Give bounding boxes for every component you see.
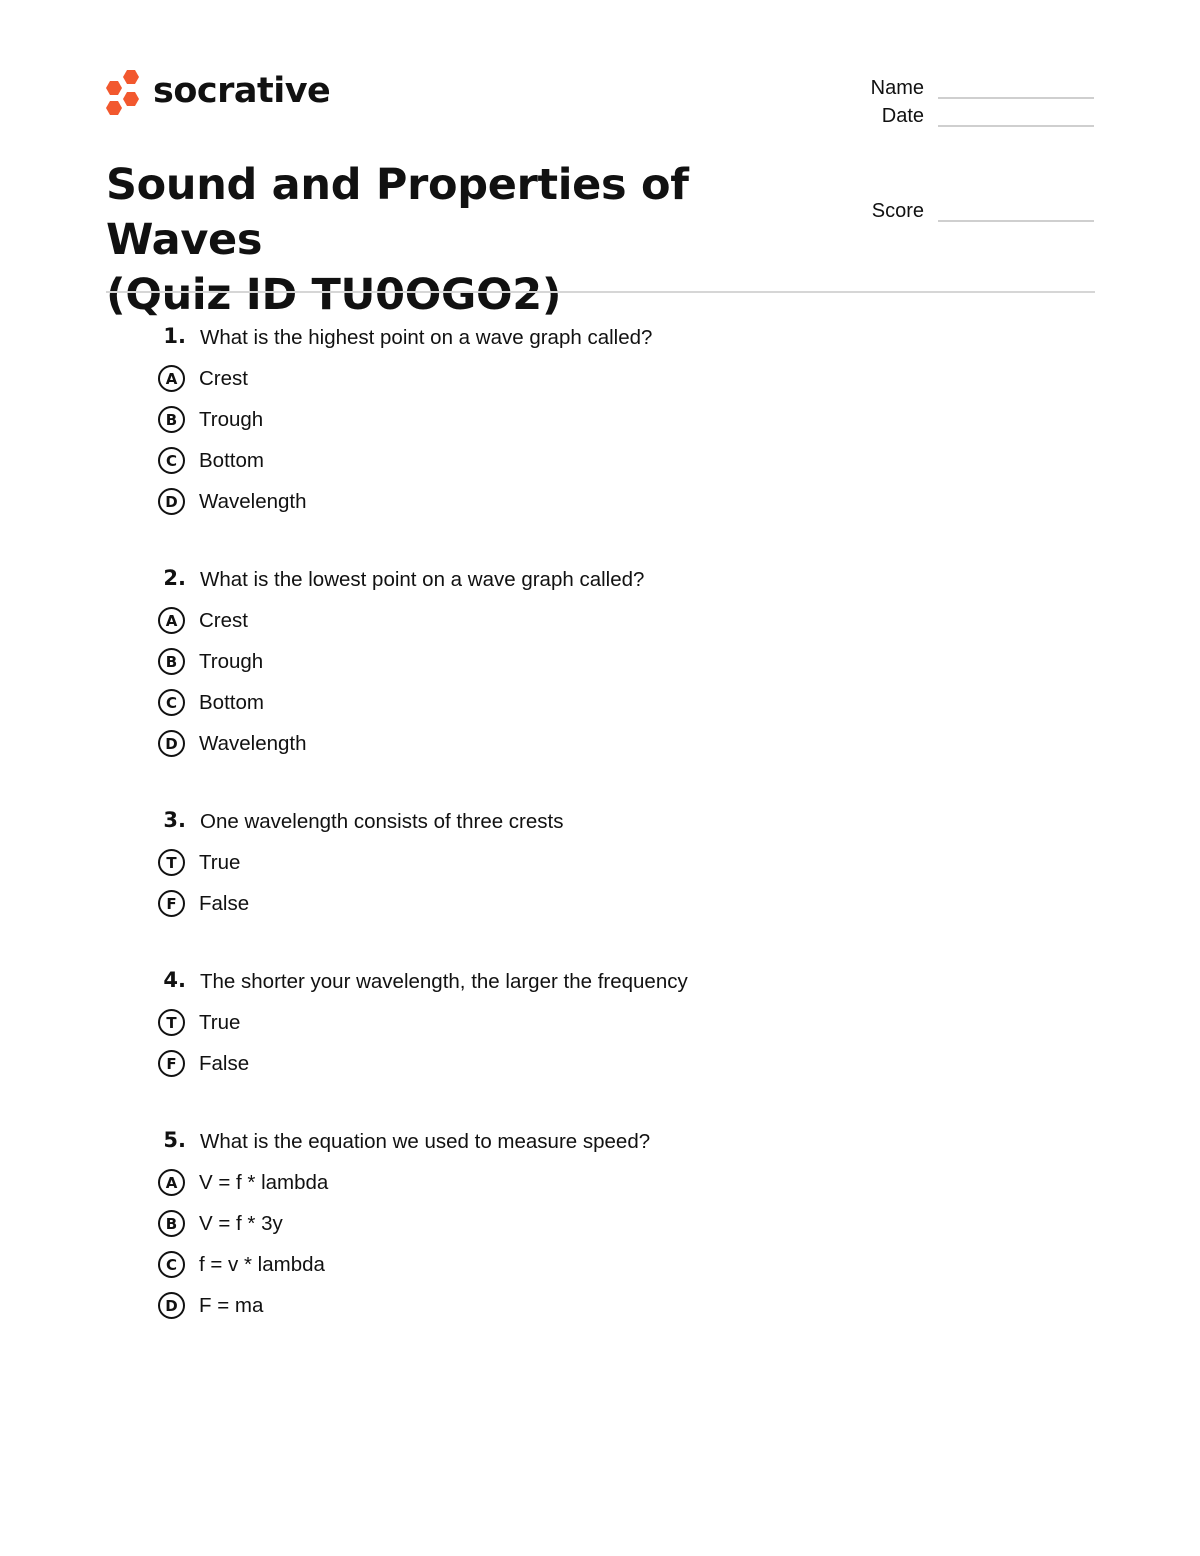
score-field[interactable] [860,195,1100,221]
quiz-title-line-2: (Quiz ID TU0OGO2) [106,270,562,320]
question-3 [156,806,856,924]
option-text: Crest [199,608,248,632]
option-text: Bottom [199,448,264,472]
answer-option-a[interactable] [156,1162,856,1203]
socrative-logo [105,68,330,116]
answer-option-c[interactable] [156,1244,856,1285]
date-label: Date [881,105,924,127]
quiz-title [106,158,846,323]
question-text: What is the lowest point on a wave graph called? [200,568,645,591]
answer-option-b[interactable] [156,1203,856,1244]
answer-bubble[interactable]: D [158,1292,185,1319]
answer-bubble[interactable]: F [158,1050,185,1077]
option-text: V = f * 3y [199,1211,283,1235]
option-text: f = v * lambda [199,1252,325,1276]
answer-bubble[interactable]: C [158,1251,185,1278]
answer-bubble[interactable]: A [158,365,185,392]
answer-option-true[interactable] [156,842,856,883]
question-number: 4. [163,968,186,992]
answer-bubble[interactable]: D [158,488,185,515]
name-label: Name [870,77,924,99]
question-5 [156,1126,856,1326]
option-text: True [199,1010,241,1034]
option-text: Crest [199,366,248,390]
option-text: Bottom [199,690,264,714]
answer-option-c[interactable] [156,440,856,481]
option-text: Trough [199,407,264,431]
option-text: False [199,1051,250,1075]
date-blank-line[interactable] [938,125,1094,127]
answer-bubble[interactable]: C [158,447,185,474]
answer-option-d[interactable] [156,1285,856,1326]
option-text: F = ma [199,1293,264,1317]
answer-bubble[interactable]: B [158,1210,185,1237]
question-text: What is the highest point on a wave graph called? [200,326,653,349]
score-blank-line[interactable] [938,220,1094,222]
name-field[interactable] [860,72,1100,98]
answer-bubble[interactable]: B [158,406,185,433]
quiz-title-line-1: Sound and Properties of Waves [106,160,689,265]
answer-option-false[interactable] [156,1043,856,1084]
brand-name: socrative [153,70,331,111]
answer-bubble[interactable]: F [158,890,185,917]
answer-option-false[interactable] [156,883,856,924]
answer-option-a[interactable] [156,600,856,641]
option-text: Wavelength [199,489,307,513]
answer-option-b[interactable] [156,399,856,440]
answer-bubble[interactable]: T [158,849,185,876]
answer-bubble[interactable]: A [158,1169,185,1196]
score-label: Score [871,200,924,222]
option-text: True [199,850,241,874]
answer-bubble[interactable]: B [158,648,185,675]
question-number: 3. [163,808,186,832]
answer-option-d[interactable] [156,481,856,522]
answer-option-c[interactable] [156,682,856,723]
answer-option-d[interactable] [156,723,856,764]
header-divider [106,291,1095,293]
question-text: The shorter your wavelength, the larger the frequency [200,970,688,993]
question-text: What is the equation we used to measure speed? [200,1130,651,1153]
option-text: Wavelength [199,731,307,755]
option-text: Trough [199,649,264,673]
question-1 [156,322,856,522]
answer-option-b[interactable] [156,641,856,682]
question-text: One wavelength consists of three crests [200,810,564,833]
hexagon-cluster-icon [105,68,141,116]
question-number: 2. [163,566,186,590]
question-number: 1. [163,324,186,348]
option-text: V = f * lambda [199,1170,329,1194]
answer-option-a[interactable] [156,358,856,399]
answer-bubble[interactable]: D [158,730,185,757]
answer-bubble[interactable]: A [158,607,185,634]
question-number: 5. [163,1128,186,1152]
answer-option-true[interactable] [156,1002,856,1043]
name-blank-line[interactable] [938,97,1094,99]
question-2 [156,564,856,764]
answer-bubble[interactable]: T [158,1009,185,1036]
answer-bubble[interactable]: C [158,689,185,716]
question-4 [156,966,856,1084]
option-text: False [199,891,250,915]
date-field[interactable] [860,100,1100,126]
